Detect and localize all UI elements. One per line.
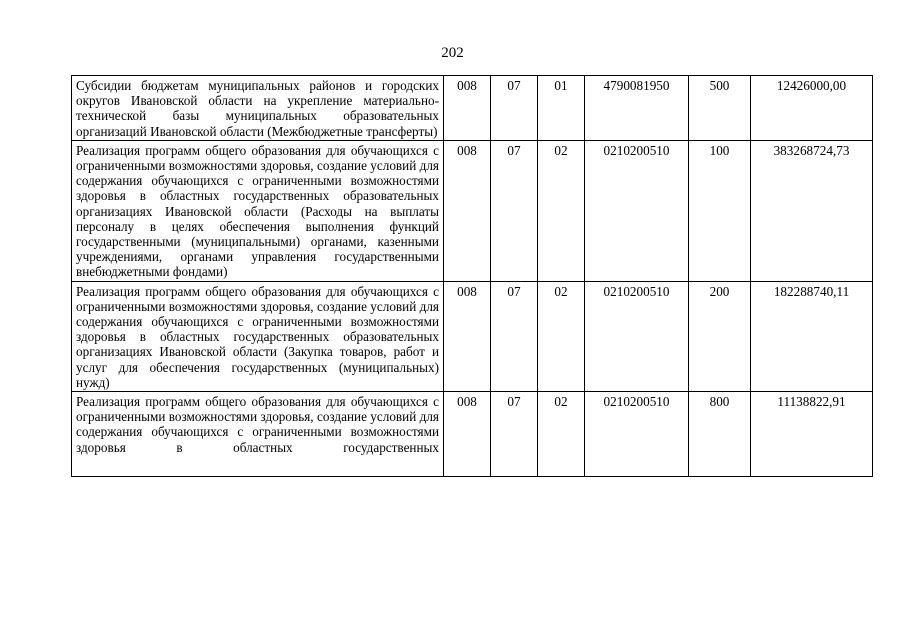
expense-description: Реализация программ общего образования для обучающихся с ограниченными возможностями здоровья, создание условий для содержания обучающихся с ограниченными возможностями здоровья в областных государственных образовательных организациях Ивановской области (Закупка товаров, работ и услуг для обеспечения государственных (муниципальных) нужд)	[72, 281, 444, 391]
table-row	[72, 76, 873, 141]
section-code: 07	[491, 281, 538, 391]
target-article-code: 0210200510	[585, 281, 689, 391]
subsection-code: 02	[538, 392, 585, 477]
expense-description: Реализация программ общего образования для обучающихся с ограниченными возможностями здоровья, создание условий для содержания обучающихся с ограниченными возможностями здоровья в областных государственных	[72, 392, 444, 477]
expense-type-code: 200	[689, 281, 751, 391]
table-row	[72, 392, 873, 477]
ministry-code: 008	[444, 392, 491, 477]
subsection-code: 01	[538, 76, 585, 141]
amount-value: 11138822,91	[751, 392, 873, 477]
table-row	[72, 281, 873, 391]
amount-value: 182288740,11	[751, 281, 873, 391]
section-code: 07	[491, 76, 538, 141]
page-number: 202	[441, 45, 464, 61]
ministry-code: 008	[444, 281, 491, 391]
budget-table	[71, 75, 873, 477]
expense-description: Реализация программ общего образования для обучающихся с ограниченными возможностями здоровья, создание условий для содержания обучающихся с ограниченными возможностями здоровья в областных государственных образовательных организациях Ивановской области (Расходы на выплаты персоналу в целях обеспечения выполнения функций государственными (муниципальными) органами, казенными учреждениями, органами управления государственными внебюджетными фондами)	[72, 140, 444, 281]
target-article-code: 4790081950	[585, 76, 689, 141]
expense-description: Субсидии бюджетам муниципальных районов и городских округов Ивановской области на укрепление материально-технической базы муниципальных образовательных организаций Ивановской области (Межбюджетные трансферты)	[72, 76, 444, 141]
amount-value: 12426000,00	[751, 76, 873, 141]
expense-type-code: 100	[689, 140, 751, 281]
subsection-code: 02	[538, 281, 585, 391]
expense-type-code: 800	[689, 392, 751, 477]
target-article-code: 0210200510	[585, 392, 689, 477]
section-code: 07	[491, 140, 538, 281]
ministry-code: 008	[444, 76, 491, 141]
expense-type-code: 500	[689, 76, 751, 141]
target-article-code: 0210200510	[585, 140, 689, 281]
table-row	[72, 140, 873, 281]
ministry-code: 008	[444, 140, 491, 281]
subsection-code: 02	[538, 140, 585, 281]
section-code: 07	[491, 392, 538, 477]
amount-value: 383268724,73	[751, 140, 873, 281]
